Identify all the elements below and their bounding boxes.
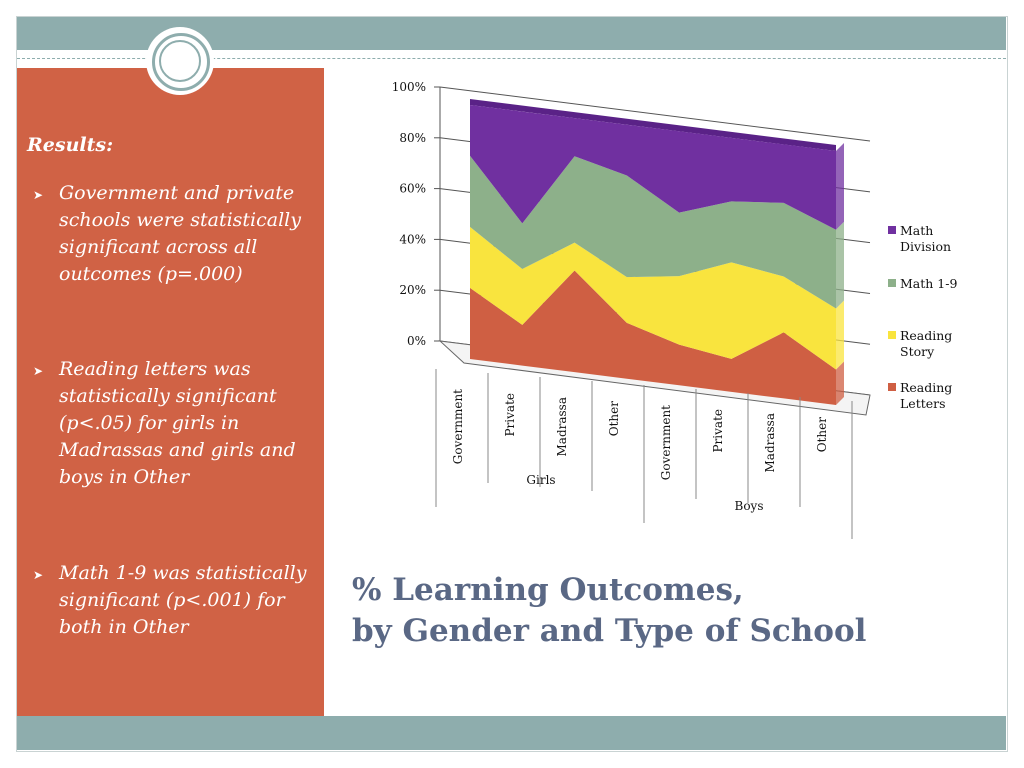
x-tick-label: Government <box>451 389 465 465</box>
result-bullet-1-line: significant across all <box>59 236 258 258</box>
result-bullet-2-line: Madrassas and girls and <box>59 439 296 461</box>
bullet-arrow-icon: ➤ <box>33 364 44 378</box>
legend-label: Math <box>900 223 934 238</box>
bullet-arrow-icon: ➤ <box>33 188 44 202</box>
y-tick-label: 60% <box>399 181 426 196</box>
result-bullet-2 <box>59 356 327 491</box>
legend-label: Math 1-9 <box>900 276 958 291</box>
series-side <box>836 143 844 230</box>
y-tick-label: 0% <box>406 334 426 348</box>
legend-label: Reading <box>900 380 953 395</box>
series-side <box>836 300 844 369</box>
legend-label: Division <box>900 239 952 254</box>
result-bullet-2-line: Reading letters was <box>59 358 251 380</box>
x-tick-label: Private <box>503 393 517 437</box>
result-bullet-3 <box>59 560 327 641</box>
slide-title-line-1: % Learning Outcomes, <box>352 572 744 608</box>
result-bullet-3-line: Math 1-9 was statistically <box>59 562 307 584</box>
legend-swatch <box>888 331 896 339</box>
circle-emblem-icon <box>146 27 214 95</box>
results-panel <box>17 68 324 716</box>
y-tick-label: 80% <box>399 130 426 145</box>
legend-label: Letters <box>900 396 946 411</box>
x-tick-label: Madrassa <box>555 397 569 457</box>
y-tick-label: 100% <box>391 80 426 94</box>
result-bullet-1-line: outcomes (p=.000) <box>59 263 243 285</box>
x-tick-label: Private <box>711 409 725 453</box>
series-side <box>836 222 844 309</box>
result-bullet-2-line: boys in Other <box>59 466 190 488</box>
x-tick-label: Other <box>607 401 621 437</box>
result-bullet-1 <box>59 180 327 288</box>
slide-title-line-2: by Gender and Type of School <box>352 613 867 649</box>
result-bullet-2-line: (p<.05) for girls in <box>59 412 240 434</box>
result-bullet-1-line: schools were statistically <box>59 209 301 231</box>
x-group-label: Girls <box>526 473 556 487</box>
legend-label: Reading <box>900 328 953 343</box>
result-bullet-1-line: Government and private <box>59 182 295 204</box>
x-tick-label: Other <box>815 417 829 453</box>
result-bullet-2-line: statistically significant <box>59 385 277 407</box>
x-tick-label: Madrassa <box>763 413 777 473</box>
legend-label: Story <box>900 344 935 359</box>
bottom-band <box>17 716 1006 750</box>
legend-swatch <box>888 383 896 391</box>
slide-title <box>352 570 972 652</box>
result-bullet-3-line: significant (p<.001) for <box>59 589 285 611</box>
x-group-label: Boys <box>734 499 764 513</box>
y-tick-label: 40% <box>399 232 426 247</box>
bullet-arrow-icon: ➤ <box>33 568 44 582</box>
y-tick-label: 20% <box>399 283 426 298</box>
results-heading: Results: <box>27 134 114 156</box>
x-tick-label: Government <box>659 405 673 481</box>
legend-swatch <box>888 226 896 234</box>
stacked-area-chart <box>370 80 980 540</box>
result-bullet-3-line: both in Other <box>59 616 189 638</box>
legend-swatch <box>888 279 896 287</box>
